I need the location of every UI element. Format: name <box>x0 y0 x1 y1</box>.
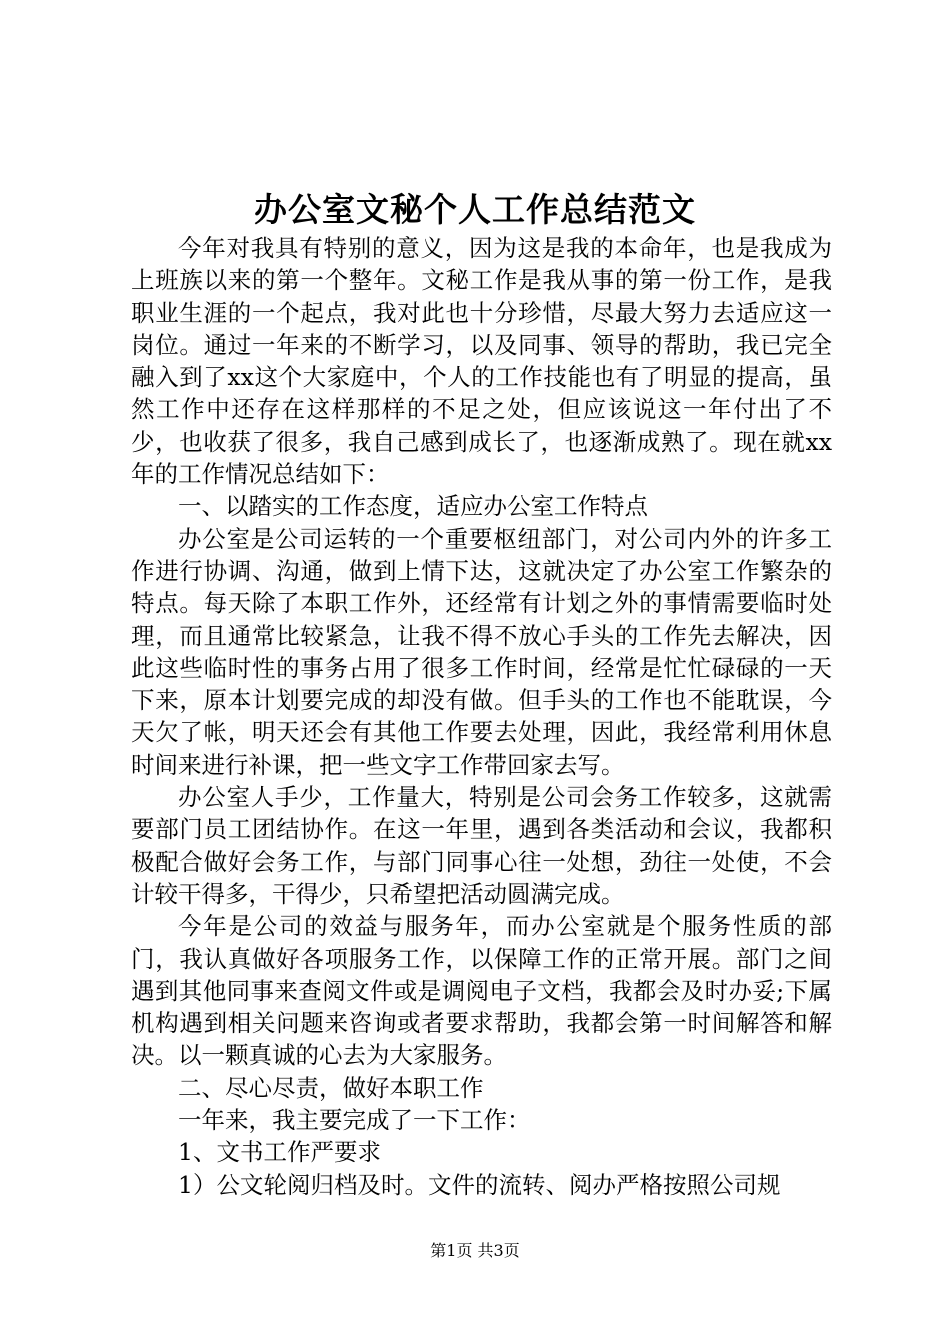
document-title: 办公室文秘个人工作总结范文 <box>254 190 696 229</box>
paragraph: 今年是公司的效益与服务年，而办公室就是个服务性质的部门，我认真做好各项服务工作，以保障工作的正常开展。部门之间遇到其他同事来查阅文件或是调阅电子文档，我都会及时办妥;下属机构遇到相关问题来咨询或者要求帮助，我都会第一时间解答和解决。以一颗真诚的心去为大家服务。 <box>131 912 832 1070</box>
paragraph: 一年来，我主要完成了一下工作： <box>178 1106 531 1135</box>
paragraph: 办公室人手少，工作量大，特别是公司会务工作较多，这就需要部门员工团结协作。在这一年里，遇到各类活动和会议，我都积极配合做好会务工作，与部门同事心往一处想，劲往一处使，不会计较干得多，干得少，只希望把活动圆满完成。 <box>131 783 832 908</box>
paragraph: 办公室是公司运转的一个重要枢纽部门，对公司内外的许多工作进行协调、沟通，做到上情下达，这就决定了办公室工作繁杂的特点。每天除了本职工作外，还经常有计划之外的事情需要临时处理，而且通常比较紧急，让我不得不放心手头的工作先去解决，因此这些临时性的事务占用了很多工作时间，经常是忙忙碌碌的一天下来，原本计划要完成的却没有做。但手头的工作也不能耽误，今天欠了帐，明天还会有其他工作要去处理，因此，我经常利用休息时间来进行补课，把一些文字工作带回家去写。 <box>131 524 832 779</box>
page-footer: 第1页 共3页 <box>430 1241 520 1260</box>
section-heading-1: 一、以踏实的工作态度，适应办公室工作特点 <box>178 492 648 521</box>
section-heading-2: 二、尽心尽责，做好本职工作 <box>178 1073 484 1102</box>
paragraph-intro: 今年对我具有特别的意义，因为这是我的本命年，也是我成为上班族以来的第一个整年。文秘工作是我从事的第一份工作，是我职业生涯的一个起点，我对此也十分珍惜，尽最大努力去适应这一岗位。通过一年来的不断学习，以及同事、领导的帮助，我已完全融入到了xx这个大家庭中，个人的工作技能也有了明显的提高，虽然工作中还存在这样那样的不足之处，但应该说这一年付出了不少，也收获了很多，我自己感到成长了，也逐渐成熟了。现在就xx年的工作情况总结如下： <box>131 234 832 489</box>
subsection-heading: 1、文书工作严要求 <box>178 1138 381 1167</box>
document-body <box>131 232 832 1201</box>
paragraph: 1）公文轮阅归档及时。文件的流转、阅办严格按照公司规 <box>178 1170 781 1199</box>
